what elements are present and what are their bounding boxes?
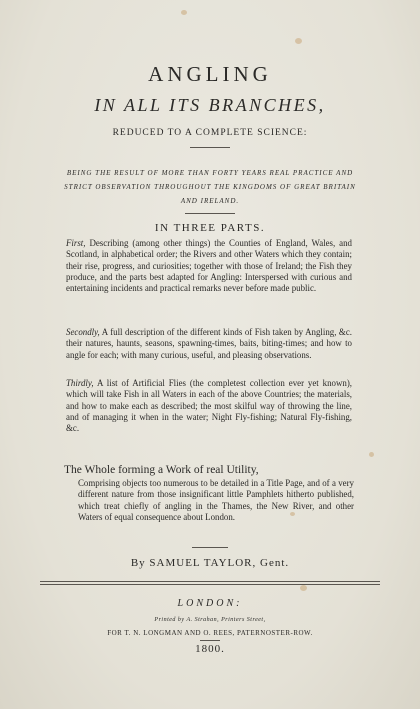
- divider-rule: [192, 547, 228, 548]
- imprint-city: LONDON:: [177, 598, 243, 609]
- being-statement: BEING THE RESULT OF MORE THAN FORTY YEARS REAL PRACTICE AND STRICT OBSERVATION THROUGHOUT THE KINGDOMS OF GREAT BRITAIN AND IRELAND.: [64, 169, 356, 205]
- part-one-lead: First,: [66, 238, 86, 248]
- part-two-text: A full description of the different kinds of Fish taken by Angling, &c. their natures, haunts, seasons, spawning-times, baits, biting-times; and how to angle for each; with many curious, useful, and pleasing observations.: [66, 327, 352, 360]
- foxing-spot: [181, 10, 187, 15]
- part-one-text: Describing (among other things) the Counties of England, Wales, and Scotland, in alphabetical order; the Rivers and other Waters which they contain; their rise, progress, and curiosities; together with those of Ireland; the Fish they produce, and the parts best adapted for Angling: Interspersed with curious and entertaining incidents and practical remarks never before made public.: [66, 238, 352, 294]
- publisher-line: FOR T. N. LONGMAN AND O. REES, PATERNOSTER-ROW.: [107, 629, 313, 637]
- book-title: ANGLING: [148, 62, 272, 86]
- in-three-parts-heading: IN THREE PARTS.: [154, 222, 266, 234]
- author-line: By SAMUEL TAYLOR, Gent.: [130, 557, 290, 569]
- divider-rule: [40, 581, 380, 582]
- publication-year: 1800.: [195, 643, 225, 655]
- part-two: [66, 327, 352, 361]
- divider-rule: [40, 584, 380, 585]
- reduced-line: REDUCED TO A COMPLETE SCIENCE:: [112, 128, 308, 138]
- foxing-spot: [295, 38, 302, 44]
- part-two-lead: Secondly,: [66, 327, 100, 337]
- divider-rule: [190, 147, 230, 148]
- divider-rule: [185, 213, 235, 214]
- part-one: [66, 238, 352, 294]
- part-three: [66, 378, 352, 434]
- whole-forming-heading: The Whole forming a Work of real Utility,: [64, 464, 259, 476]
- part-three-lead: Thirdly,: [66, 378, 94, 388]
- foxing-spot: [369, 452, 374, 457]
- printer-line: Printed by A. Strahan, Printers Street,: [154, 617, 266, 623]
- foxing-spot: [300, 585, 307, 591]
- comprising-paragraph: Comprising objects too numerous to be detailed in a Title Page, and of a very different nature from those insignificant little Pamphlets hitherto published, which treat chiefly of angling in the Thames, the New River, and other Waters of equal consequence about London.: [78, 478, 354, 522]
- book-subtitle: IN ALL ITS BRANCHES,: [94, 95, 326, 115]
- part-three-text: A list of Artificial Flies (the completest collection ever yet known), which will take Fish in all Waters in each of the above Countries; the materials, and how to make each as described; the most skilful way of throwing the line, and of managing it when in the water; Night Fly-fishing; Natural Fly-fishing, &c.: [66, 378, 352, 434]
- divider-rule: [200, 640, 220, 641]
